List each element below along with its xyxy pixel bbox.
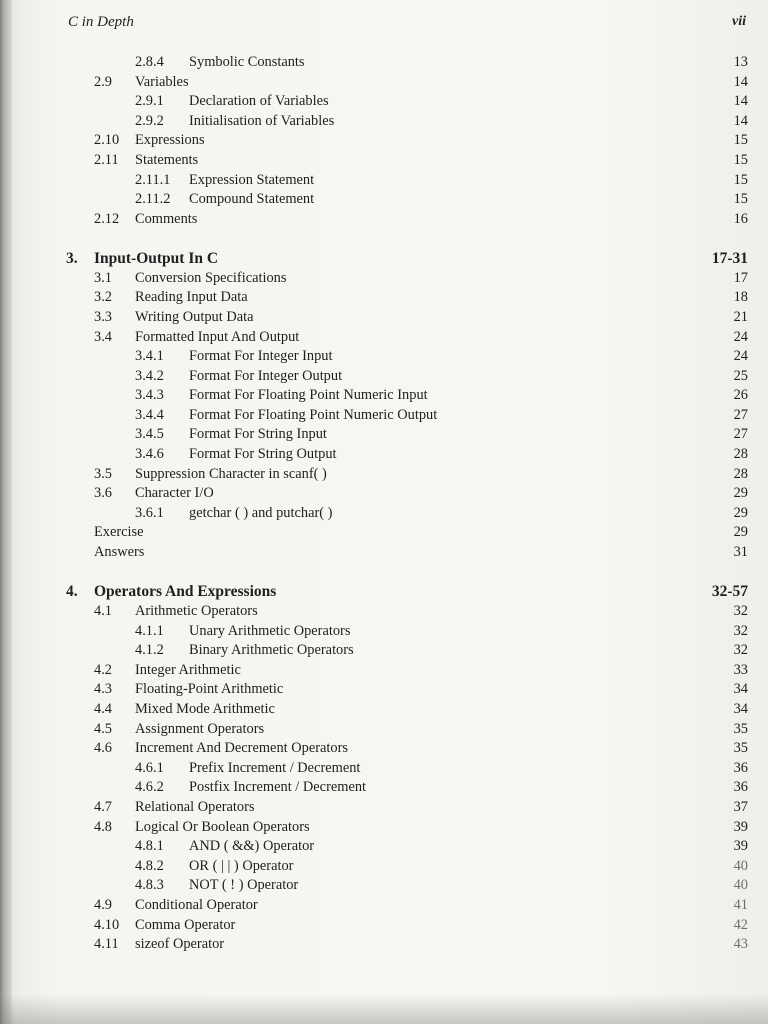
toc-section-number: 2.8.4 <box>135 54 164 70</box>
toc-page-number: 18 <box>733 289 748 306</box>
toc-entry-row <box>0 73 768 93</box>
toc-entry-row <box>0 680 768 700</box>
toc-page-number: 39 <box>733 838 748 855</box>
toc-entry-row <box>0 739 768 759</box>
toc-page-number: 35 <box>733 740 748 757</box>
toc-section-title: Variables <box>135 73 189 90</box>
toc-section-number: 4.7 <box>94 798 112 815</box>
toc-page-number: 17 <box>733 269 748 286</box>
toc-section-title: Format For String Output <box>189 446 337 463</box>
toc-page-number: 42 <box>733 916 748 933</box>
toc-entry-row <box>0 720 768 740</box>
toc-page-number: 24 <box>733 348 748 365</box>
toc-page-number: 35 <box>733 720 748 737</box>
toc-section-number: 3.1 <box>94 269 112 286</box>
toc-chapter-row <box>0 582 768 602</box>
toc-page-number: 32 <box>733 622 748 639</box>
toc-page-number: 32 <box>733 603 748 620</box>
toc-section-title: Expression Statement <box>189 171 315 188</box>
toc-section-number: 2.9 <box>94 73 112 90</box>
toc-section-title: Assignment Operators <box>135 720 265 737</box>
page-bottom-shadow <box>0 994 768 1024</box>
toc-section-number: 3.4.5 <box>135 426 164 443</box>
page-number: vii <box>732 14 746 29</box>
toc-page-number: 15 <box>733 171 748 188</box>
toc-entry-row <box>0 308 768 328</box>
toc-section-title: Conversion Specifications <box>135 269 287 286</box>
toc-section-title: Format For Floating Point Numeric Output <box>189 406 438 423</box>
toc-section-title: Postfix Increment / Decrement <box>189 779 367 796</box>
toc-section-number: 3.4.3 <box>135 387 164 404</box>
toc-entry-row <box>0 602 768 622</box>
toc-entry-row <box>0 818 768 838</box>
toc-page-number: 32-57 <box>711 583 748 601</box>
toc-entry-row <box>0 131 768 151</box>
toc-page-number: 43 <box>733 936 748 953</box>
toc-section-title: Declaration of Variables <box>189 93 329 110</box>
toc-section-title: sizeof Operator <box>135 936 225 953</box>
toc-section-title: Compound Statement <box>189 191 315 208</box>
toc-section-title: Comments <box>135 210 198 227</box>
toc-section-title: Exercise <box>94 524 144 541</box>
toc-entry-row <box>0 504 768 524</box>
toc-section-title: Binary Arithmetic Operators <box>189 642 354 659</box>
toc-section-number: 4.8.3 <box>135 877 164 894</box>
toc-section-number: 4.5 <box>94 720 112 737</box>
toc-section-number: 4.8.2 <box>135 857 164 874</box>
toc-entry-row <box>0 876 768 896</box>
toc-entry-row <box>0 151 768 171</box>
toc-entry-row <box>0 484 768 504</box>
toc-section-number: 4.10 <box>94 916 120 933</box>
toc-page-number: 16 <box>733 210 748 227</box>
toc-section-title: Increment And Decrement Operators <box>135 740 348 757</box>
toc-page-number: 40 <box>733 857 748 874</box>
toc-section-number: 4.6 <box>94 740 112 757</box>
toc-page-number: 32 <box>733 642 748 659</box>
toc-entry-row <box>0 935 768 955</box>
toc-section-title: Floating-Point Arithmetic <box>135 681 284 698</box>
toc-page-number: 28 <box>733 446 748 463</box>
toc-section-number: 2.11.1 <box>135 171 171 188</box>
toc-section-title: Conditional Operator <box>135 896 258 913</box>
toc-entry-row <box>0 288 768 308</box>
toc-section-number: 3.3 <box>94 308 112 325</box>
toc-entry-row <box>0 896 768 916</box>
toc-entry-row <box>0 367 768 387</box>
toc-page-number: 33 <box>733 661 748 678</box>
toc-section-number: 4.1.1 <box>135 622 164 639</box>
toc-section-title: Mixed Mode Arithmetic <box>135 701 275 717</box>
toc-page-number: 36 <box>733 779 748 796</box>
toc-page-number: 14 <box>733 73 748 90</box>
toc-entry-row <box>0 837 768 857</box>
toc-section-title: OR ( | | ) Operator <box>189 857 294 874</box>
toc-chapter-row <box>0 249 768 269</box>
toc-entry-row <box>0 798 768 818</box>
toc-page-number: 17-31 <box>711 250 748 268</box>
toc-page-number: 15 <box>733 191 748 208</box>
toc-entry-row <box>0 406 768 426</box>
toc-page-number: 24 <box>733 328 748 345</box>
toc-page-number: 29 <box>733 524 748 541</box>
toc-section-number: 2.9.2 <box>135 112 164 129</box>
toc-page-number: 37 <box>733 798 748 815</box>
toc-section-title: Relational Operators <box>135 798 255 815</box>
toc-section-number: 3.4 <box>94 328 112 345</box>
toc-section-number: 4.8.1 <box>135 838 164 855</box>
toc-entry-row <box>0 386 768 406</box>
toc-entry-row <box>0 543 768 563</box>
toc-section-number: 4. <box>66 583 78 601</box>
toc-section-number: 4.6.2 <box>135 779 164 796</box>
toc-page-number: 21 <box>733 308 748 325</box>
toc-entry-row <box>0 523 768 543</box>
toc-page-number: 26 <box>733 387 748 404</box>
toc-page-number: 41 <box>733 896 748 913</box>
toc-section-number: 3.2 <box>94 289 112 306</box>
toc-page-number: 31 <box>733 544 748 561</box>
toc-section-number: 4.9 <box>94 896 112 913</box>
toc-section-title: Arithmetic Operators <box>135 603 258 620</box>
toc-page-number: 27 <box>733 426 748 443</box>
toc-section-number: 4.2 <box>94 661 112 678</box>
toc-entry-row <box>0 857 768 877</box>
toc-entry-row <box>0 92 768 112</box>
toc-section-title: Format For Floating Point Numeric Input <box>189 387 428 404</box>
toc-section-title: Writing Output Data <box>135 308 254 325</box>
toc-spacer <box>0 229 768 249</box>
toc-entry-row <box>0 759 768 779</box>
toc-page-number: 28 <box>733 465 748 482</box>
toc-entry-row <box>0 700 768 720</box>
toc-entry-row <box>0 53 768 73</box>
toc-section-number: 3.4.6 <box>135 446 164 463</box>
toc-page-number: 25 <box>733 367 748 384</box>
toc-page-number: 15 <box>733 151 748 168</box>
toc-page-number: 14 <box>733 112 748 129</box>
toc-section-number: 4.11 <box>94 936 119 953</box>
toc-entry-row <box>0 112 768 132</box>
toc-section-number: 4.1 <box>94 603 112 620</box>
toc-section-title: Logical Or Boolean Operators <box>135 818 310 835</box>
toc-entry-row <box>0 916 768 936</box>
toc-page-number: 34 <box>733 681 748 698</box>
toc-page-number: 34 <box>733 701 748 717</box>
toc-entry-row <box>0 171 768 191</box>
toc-section-title: NOT ( ! ) Operator <box>189 877 299 894</box>
toc-page-number: 27 <box>733 406 748 423</box>
toc-entry-row <box>0 465 768 485</box>
toc-section-number: 2.12 <box>94 210 120 227</box>
toc-section-number: 2.11.2 <box>135 191 171 208</box>
toc-section-number: 2.11 <box>94 151 119 168</box>
toc-entry-row <box>0 445 768 465</box>
toc-section-title: AND ( &&) Operator <box>189 838 315 855</box>
toc-spacer <box>0 563 768 583</box>
toc-page-number: 29 <box>733 504 748 521</box>
running-head: C in Depth <box>68 14 134 30</box>
toc-entry-row <box>0 778 768 798</box>
toc-section-number: 3.5 <box>94 465 112 482</box>
toc-entry-row <box>0 190 768 210</box>
toc-section-title: Suppression Character in scanf( ) <box>135 465 327 482</box>
toc-entry-row <box>0 269 768 289</box>
toc-entry-row <box>0 622 768 642</box>
toc-entry-row <box>0 328 768 348</box>
toc-section-number: 4.3 <box>94 681 112 698</box>
toc-section-number: 4.1.2 <box>135 642 164 659</box>
toc-section-number: 3.4.1 <box>135 348 164 365</box>
toc-section-title: Reading Input Data <box>135 289 248 306</box>
toc-entry-row <box>0 425 768 445</box>
toc-section-number: 4.4 <box>94 701 112 717</box>
toc-section-title: Initialisation of Variables <box>189 112 335 129</box>
toc-entry-row <box>0 641 768 661</box>
toc-section-title: Format For Integer Output <box>189 367 343 384</box>
toc-section-title: Comma Operator <box>135 916 236 933</box>
toc-section-title: Format For String Input <box>189 426 327 443</box>
toc-section-title: Expressions <box>135 132 205 149</box>
toc-page-number: 36 <box>733 759 748 776</box>
toc-page-number: 40 <box>733 877 748 894</box>
toc-section-title: Unary Arithmetic Operators <box>189 622 351 639</box>
toc-section-title: Symbolic Constants <box>189 54 305 70</box>
toc-page-number: 29 <box>733 485 748 502</box>
toc-section-number: 3. <box>66 250 78 268</box>
toc-section-title: Character I/O <box>135 485 214 502</box>
table-of-contents <box>0 53 768 955</box>
toc-section-title: Prefix Increment / Decrement <box>189 759 361 776</box>
toc-section-number: 3.4.2 <box>135 367 164 384</box>
toc-section-title: Format For Integer Input <box>189 348 333 365</box>
toc-section-title: Answers <box>94 544 145 561</box>
toc-page-number: 39 <box>733 818 748 835</box>
toc-section-number: 3.4.4 <box>135 406 164 423</box>
toc-section-title: Statements <box>135 151 199 168</box>
toc-section-number: 3.6.1 <box>135 504 164 521</box>
toc-section-number: 3.6 <box>94 485 112 502</box>
toc-section-number: 4.6.1 <box>135 759 164 776</box>
toc-page-number: 15 <box>733 132 748 149</box>
toc-section-title: getchar ( ) and putchar( ) <box>189 504 333 521</box>
toc-section-title: Formatted Input And Output <box>135 328 300 345</box>
toc-page-number: 13 <box>733 54 748 70</box>
toc-section-title: Integer Arithmetic <box>135 661 241 678</box>
toc-section-number: 2.9.1 <box>135 93 164 110</box>
toc-section-number: 4.8 <box>94 818 112 835</box>
toc-entry-row <box>0 661 768 681</box>
toc-entry-row <box>0 347 768 367</box>
toc-page-number: 14 <box>733 93 748 110</box>
toc-entry-row <box>0 210 768 230</box>
toc-section-title: Input-Output In C <box>94 250 219 268</box>
toc-section-title: Operators And Expressions <box>94 583 277 601</box>
toc-section-number: 2.10 <box>94 132 120 149</box>
